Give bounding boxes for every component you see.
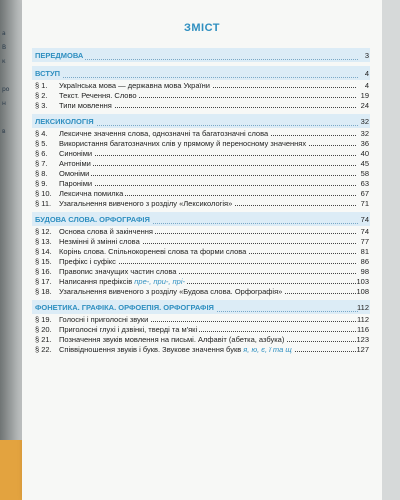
entry-title: Голосні і приголосні звуки bbox=[59, 315, 149, 324]
leader-dots bbox=[59, 155, 356, 156]
toc-entry[interactable] bbox=[32, 247, 370, 256]
page-number: 81 bbox=[360, 247, 369, 256]
toc-entry[interactable] bbox=[32, 81, 370, 90]
margin-mark: н bbox=[2, 100, 6, 107]
book-edge-left bbox=[0, 0, 22, 500]
entry-title: Омоніми bbox=[59, 169, 90, 178]
toc-entry[interactable] bbox=[32, 179, 370, 188]
book-cover-edge bbox=[0, 440, 22, 500]
toc-entry[interactable] bbox=[32, 335, 370, 344]
paragraph-number: § 9. bbox=[35, 179, 48, 188]
margin-mark: В bbox=[2, 44, 7, 51]
background-right bbox=[382, 0, 400, 500]
page-number: 40 bbox=[360, 149, 369, 158]
paragraph-number: § 6. bbox=[35, 149, 48, 158]
page-number: 36 bbox=[360, 139, 369, 148]
toc-entry[interactable] bbox=[32, 159, 370, 168]
entry-title: Правопис значущих частин слова bbox=[59, 267, 177, 276]
paragraph-number: § 14. bbox=[35, 247, 52, 256]
paragraph-number: § 18. bbox=[35, 287, 52, 296]
entry-title: Префікс і суфікс bbox=[59, 257, 116, 266]
toc-entry[interactable] bbox=[32, 227, 370, 236]
paragraph-number: § 1. bbox=[35, 81, 48, 90]
paragraph-number: § 5. bbox=[35, 139, 48, 148]
page-number: 32 bbox=[360, 129, 369, 138]
toc-section-header[interactable] bbox=[32, 48, 370, 62]
toc-entry[interactable] bbox=[32, 189, 370, 198]
table-of-contents bbox=[32, 44, 370, 355]
entry-title: Приголосні глухі і дзвінкі, тверді та м'які bbox=[59, 325, 198, 334]
page-number: 77 bbox=[360, 237, 369, 246]
toc-entry[interactable] bbox=[32, 129, 370, 138]
margin-mark: а bbox=[2, 30, 6, 37]
toc-entry[interactable] bbox=[32, 277, 370, 286]
paragraph-number: § 17. bbox=[35, 277, 52, 286]
entry-title: Основа слова й закінчення bbox=[59, 227, 153, 236]
page-number: 63 bbox=[360, 179, 369, 188]
toc-section-header[interactable] bbox=[32, 114, 370, 128]
page-number: 3 bbox=[364, 51, 369, 60]
entry-title: Типи мовлення bbox=[59, 101, 112, 110]
page-number: 112 bbox=[357, 303, 369, 312]
toc-entry[interactable] bbox=[32, 267, 370, 276]
toc-entry[interactable] bbox=[32, 325, 370, 334]
page-number: 103 bbox=[356, 277, 369, 286]
entry-title: Антоніми bbox=[59, 159, 91, 168]
toc-entry[interactable] bbox=[32, 257, 370, 266]
paragraph-number: § 7. bbox=[35, 159, 48, 168]
entry-title: Пароніми bbox=[59, 179, 93, 188]
page-number: 4 bbox=[364, 69, 369, 78]
paragraph-number: § 2. bbox=[35, 91, 48, 100]
leader-dots bbox=[35, 77, 358, 78]
page-number: 123 bbox=[356, 335, 369, 344]
page-number: 4 bbox=[364, 81, 369, 90]
leader-dots bbox=[59, 165, 356, 166]
leader-dots bbox=[59, 175, 356, 176]
toc-entry[interactable] bbox=[32, 237, 370, 246]
paragraph-number: § 3. bbox=[35, 101, 48, 110]
page-number: 98 bbox=[360, 267, 369, 276]
paragraph-number: § 11. bbox=[35, 199, 52, 208]
page-title: ЗМІСТ bbox=[184, 22, 220, 34]
page-number: 24 bbox=[360, 101, 369, 110]
page-number: 116 bbox=[357, 325, 369, 334]
toc-entry[interactable] bbox=[32, 315, 370, 324]
paragraph-number: § 15. bbox=[35, 257, 52, 266]
paragraph-number: § 12. bbox=[35, 227, 52, 236]
entry-title: Співвідношення звуків і букв. Звукове значення букв bbox=[59, 345, 244, 354]
margin-mark: в bbox=[2, 128, 6, 135]
page-number: 32 bbox=[360, 117, 369, 126]
margin-mark: к bbox=[2, 58, 6, 65]
section-title: БУДОВА СЛОВА. ОРФОГРАФІЯ bbox=[35, 215, 150, 224]
page-number: 67 bbox=[360, 189, 369, 198]
toc-section-header[interactable] bbox=[32, 212, 370, 226]
page-number: 112 bbox=[357, 315, 369, 324]
page-number: 127 bbox=[356, 345, 369, 354]
entry-highlight: пре-, при-, прі- bbox=[134, 277, 186, 286]
toc-entry[interactable] bbox=[32, 169, 370, 178]
entry-title: Незмінні й змінні слова bbox=[59, 237, 140, 246]
entry-title: Лексичне значення слова, однозначні та багатозначні слова bbox=[59, 129, 269, 138]
toc-entry[interactable] bbox=[32, 91, 370, 100]
entry-highlight: я, ю, є, ї та щ bbox=[243, 345, 292, 354]
entry-title: Використання багатозначних слів у прямому й переносному значеннях bbox=[59, 139, 307, 148]
leader-dots bbox=[59, 185, 356, 186]
page-number: 108 bbox=[356, 287, 369, 296]
toc-entry[interactable] bbox=[32, 345, 370, 354]
toc-entry[interactable] bbox=[32, 149, 370, 158]
toc-entry[interactable] bbox=[32, 287, 370, 296]
paragraph-number: § 21. bbox=[35, 335, 52, 344]
paragraph-number: § 8. bbox=[35, 169, 48, 178]
paragraph-number: § 16. bbox=[35, 267, 52, 276]
page-number: 58 bbox=[360, 169, 369, 178]
page-number: 86 bbox=[360, 257, 369, 266]
entry-title: Узагальнення вивченого з розділу «Будова слова. Орфографія» bbox=[59, 287, 283, 296]
paragraph-number: § 13. bbox=[35, 237, 52, 246]
page-number: 19 bbox=[360, 91, 369, 100]
entry-title: Текст. Речення. Слово bbox=[59, 91, 137, 100]
section-title: ПЕРЕДМОВА bbox=[35, 51, 84, 60]
contents-page bbox=[22, 0, 382, 500]
entry-title: Позначення звуків мовлення на письмі. Алфавіт (абетка, азбука) bbox=[59, 335, 285, 344]
paragraph-number: § 4. bbox=[35, 129, 48, 138]
entry-title: Корінь слова. Спільнокореневі слова та форми слова bbox=[59, 247, 247, 256]
paragraph-number: § 20. bbox=[35, 325, 52, 334]
entry-title: Написання префіксів bbox=[59, 277, 135, 286]
entry-title: Синоніми bbox=[59, 149, 93, 158]
toc-entry[interactable] bbox=[32, 199, 370, 208]
paragraph-number: § 22. bbox=[35, 345, 52, 354]
section-title: ФОНЕТИКА. ГРАФІКА. ОРФОЕПІЯ. ОРФОГРАФІЯ bbox=[35, 303, 214, 312]
page-number: 45 bbox=[360, 159, 369, 168]
paragraph-number: § 19. bbox=[35, 315, 52, 324]
entry-title: Українська мова — державна мова України bbox=[59, 81, 210, 90]
entry-title: Лексична помилка bbox=[59, 189, 124, 198]
entry-title: Узагальнення вивченого з розділу «Лексикологія» bbox=[59, 199, 233, 208]
toc-section-header[interactable] bbox=[32, 300, 370, 314]
paragraph-number: § 10. bbox=[35, 189, 52, 198]
section-title: ЛЕКСИКОЛОГІЯ bbox=[35, 117, 94, 126]
toc-entry[interactable] bbox=[32, 101, 370, 110]
page-number: 74 bbox=[360, 227, 369, 236]
toc-section-header[interactable] bbox=[32, 66, 370, 80]
toc-entry[interactable] bbox=[32, 139, 370, 148]
page-number: 71 bbox=[360, 199, 369, 208]
page-number: 74 bbox=[360, 215, 369, 224]
margin-mark: ро bbox=[2, 86, 10, 93]
section-title: ВСТУП bbox=[35, 69, 60, 78]
